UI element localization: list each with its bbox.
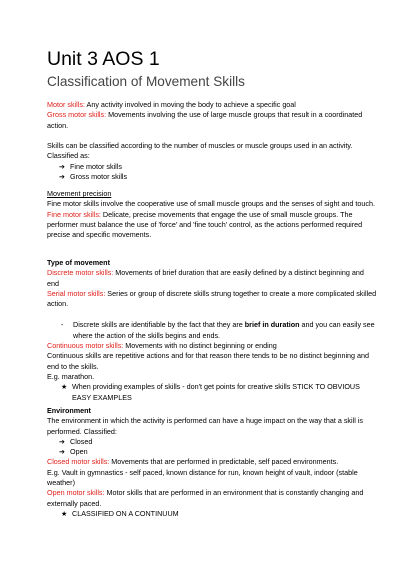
list-item-label: Open [70, 447, 88, 457]
arrow-icon: ➔ [59, 447, 66, 457]
continuous-definition [47, 341, 377, 351]
closed-definition [47, 457, 377, 467]
star-icon: ★ [61, 382, 68, 392]
section-heading: Environment [47, 406, 91, 415]
motor-skills-text: Any activity involved in moving the body to achieve a specific goal [84, 100, 296, 109]
arrow-icon: ➔ [59, 161, 66, 171]
list-item [47, 382, 377, 403]
fine-skills-text: Delicate, precise movements that engage the use of small muscle groups. The performer must balance the use of 'force' and 'fine touch' control, as the actions performed required precise and specific movements. [47, 209, 363, 240]
open-text: Motor skills that are performed in an environment that is constantly changing and externally paced. [47, 488, 364, 508]
dash-bold-text: brief in duration [244, 320, 300, 330]
star-note: CLASSIFIED ON A CONTINUUM [72, 508, 179, 518]
environment-text: The environment in which the activity is performed can have a huge impact on the way that a skill is performed. Classified: [47, 416, 364, 436]
fine-skills-term: Fine motor skills: [47, 209, 101, 219]
dash-icon: - [61, 320, 64, 330]
dash-text-end: and you can easily see where the action of the skills begins and ends. [73, 320, 375, 340]
page-title: Unit 3 AOS 1 [47, 48, 160, 70]
list-item [47, 437, 377, 447]
motor-skills-definition [47, 100, 377, 110]
star-icon: ★ [61, 508, 68, 518]
list-item-label: Gross motor skills [70, 171, 128, 181]
list-item [47, 447, 377, 457]
classification-text: Skills can be classified according to the number of muscles or muscle groups used in an activity. Classified as: [47, 141, 353, 161]
serial-term: Serial motor skills: [47, 288, 106, 298]
list-item [47, 509, 377, 519]
serial-definition [47, 289, 377, 310]
arrow-icon: ➔ [59, 436, 66, 446]
list-item-label: Closed [70, 436, 93, 446]
gross-skills-definition [47, 110, 377, 131]
open-definition [47, 488, 377, 509]
section-heading: Movement precision [47, 189, 112, 198]
list-item [47, 320, 377, 341]
classification-section [47, 141, 377, 182]
list-item [47, 172, 377, 182]
page-subtitle: Classification of Movement Skills [47, 74, 245, 89]
gross-skills-term: Gross motor skills: [47, 110, 107, 120]
star-note: When providing examples of skills - don't get points for creative skills STICK TO OBVIOUS EASY EXAMPLES [72, 382, 360, 402]
closed-text: Movements that are performed in predictable, self paced environments. [109, 457, 339, 467]
example-text: E.g. marathon. [47, 371, 95, 381]
arrow-icon: ➔ [59, 171, 66, 181]
continuous-term: Continuous motor skills: [47, 341, 124, 351]
precision-text: Fine motor skills involve the cooperative use of small muscle groups and the senses of sight and touch. [47, 199, 375, 209]
discrete-text: Movements of brief duration that are easily defined by a distinct beginning and end [47, 268, 364, 288]
discrete-definition [47, 268, 377, 289]
list-item [47, 162, 377, 172]
precision-section [47, 189, 377, 240]
discrete-term: Discrete motor skills: [47, 268, 114, 278]
closed-term: Closed motor skills: [47, 457, 110, 467]
continuous-explanation: Continuous skills are repetitive actions and for that reason there tends to be no distinct beginning and end to the skills. [47, 351, 370, 371]
dash-text: Discrete skills are identifiable by the fact that they are [73, 320, 245, 330]
section-heading: Type of movement [47, 258, 110, 267]
serial-text: Series or group of discrete skills strung together to create a more complicated skilled action. [47, 288, 377, 309]
motor-skills-term: Motor skills: [47, 100, 85, 109]
type-section [47, 258, 377, 403]
gross-skills-text: Movements involving the use of large muscle groups that result in a coordinated action. [47, 110, 363, 130]
continuous-text: Movements with no distinct beginning or ending [123, 341, 277, 351]
fine-skills-definition [47, 210, 377, 241]
list-item-label: Fine motor skills [70, 161, 122, 171]
definitions-intro [47, 100, 377, 131]
environment-section [47, 406, 377, 519]
open-term: Open motor skills: [47, 488, 105, 498]
closed-example: E.g. Vault in gymnastics - self paced, known distance for run, known height of vault, indoor (stable weather) [47, 467, 358, 488]
